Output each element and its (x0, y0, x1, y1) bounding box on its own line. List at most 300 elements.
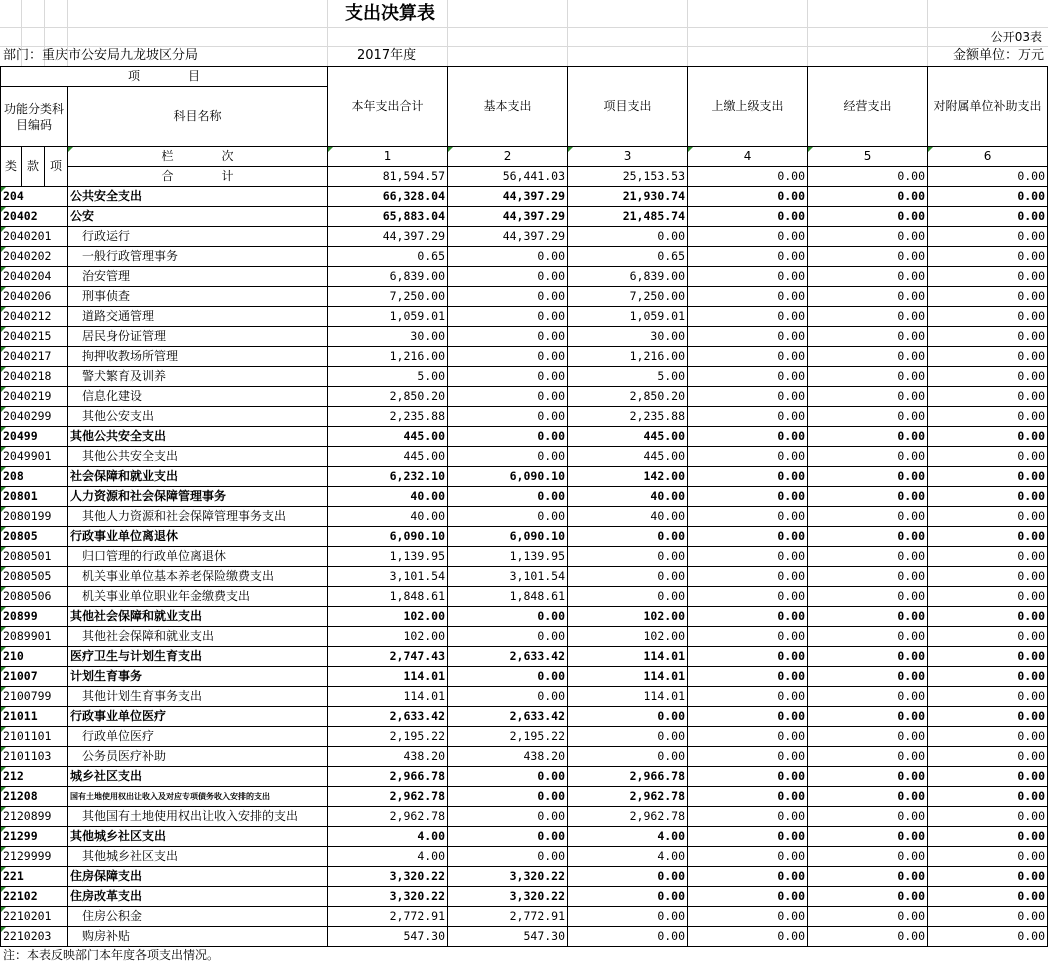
col-number-4: 4 (688, 147, 808, 167)
row-code: 204 (1, 187, 68, 207)
unit-label: 金额单位：万元 (952, 48, 1044, 63)
func-code-header: 功能分类科目编码 (1, 87, 68, 147)
row-value-6: 0.00 (928, 427, 1048, 447)
row-code: 22102 (1, 887, 68, 907)
row-value-1: 2,195.22 (328, 727, 448, 747)
row-value-1: 3,320.22 (328, 867, 448, 887)
table-row (1, 407, 1048, 427)
row-value-2: 0.00 (448, 407, 568, 427)
row-value-2: 2,633.42 (448, 707, 568, 727)
row-code: 2040299 (1, 407, 68, 427)
table-row (1, 767, 1048, 787)
row-value-3: 0.00 (568, 907, 688, 927)
row-value-6: 0.00 (928, 547, 1048, 567)
row-subject-name: 住房公积金 (68, 907, 328, 927)
row-value-6: 0.00 (928, 407, 1048, 427)
row-value-2: 2,633.42 (448, 647, 568, 667)
row-value-1: 102.00 (328, 627, 448, 647)
row-value-1: 6,232.10 (328, 467, 448, 487)
row-code: 2080199 (1, 507, 68, 527)
row-value-5: 0.00 (808, 487, 928, 507)
table-row (1, 267, 1048, 287)
row-subject-name: 其他城乡社区支出 (68, 827, 328, 847)
row-value-1: 2,633.42 (328, 707, 448, 727)
row-value-3: 4.00 (568, 827, 688, 847)
row-code: 2210201 (1, 907, 68, 927)
row-value-2: 3,320.22 (448, 867, 568, 887)
col-header-2: 基本支出 (448, 67, 568, 147)
row-value-4: 0.00 (688, 347, 808, 367)
row-code: 2120899 (1, 807, 68, 827)
kuan-header: 款 (22, 147, 45, 187)
row-subject-name: 行政单位医疗 (68, 727, 328, 747)
col-header-6: 对附属单位补助支出 (928, 67, 1048, 147)
row-value-5: 0.00 (808, 667, 928, 687)
row-value-6: 0.00 (928, 367, 1048, 387)
row-value-6: 0.00 (928, 307, 1048, 327)
row-value-1: 1,216.00 (328, 347, 448, 367)
row-value-2: 0.00 (448, 667, 568, 687)
row-subject-name: 其他公共安全支出 (68, 447, 328, 467)
row-value-2: 3,101.54 (448, 567, 568, 587)
row-value-6: 0.00 (928, 787, 1048, 807)
row-value-4: 0.00 (688, 487, 808, 507)
row-value-4: 0.00 (688, 247, 808, 267)
table-row (1, 187, 1048, 207)
row-value-1: 3,320.22 (328, 887, 448, 907)
row-subject-name: 公安 (68, 207, 328, 227)
row-value-3: 40.00 (568, 487, 688, 507)
row-value-4: 0.00 (688, 707, 808, 727)
row-subject-name: 其他城乡社区支出 (68, 847, 328, 867)
row-value-1: 6,090.10 (328, 527, 448, 547)
row-value-4: 0.00 (688, 187, 808, 207)
row-value-1: 6,839.00 (328, 267, 448, 287)
row-subject-name: 机关事业单位职业年金缴费支出 (68, 587, 328, 607)
row-code: 2040201 (1, 227, 68, 247)
row-value-5: 0.00 (808, 427, 928, 447)
row-value-2: 6,090.10 (448, 527, 568, 547)
row-subject-name: 其他国有土地使用权出让收入安排的支出 (68, 807, 328, 827)
row-value-2: 0.00 (448, 367, 568, 387)
row-subject-name: 归口管理的行政单位离退休 (68, 547, 328, 567)
row-code: 20805 (1, 527, 68, 547)
row-value-6: 0.00 (928, 507, 1048, 527)
row-code: 21299 (1, 827, 68, 847)
row-value-5: 0.00 (808, 547, 928, 567)
row-value-3: 445.00 (568, 447, 688, 467)
form-code: 公开03表 (990, 30, 1042, 44)
row-value-2: 3,320.22 (448, 887, 568, 907)
row-code: 21011 (1, 707, 68, 727)
table-row (1, 787, 1048, 807)
row-code: 20801 (1, 487, 68, 507)
row-value-4: 0.00 (688, 727, 808, 747)
row-subject-name: 拘押收教场所管理 (68, 347, 328, 367)
row-value-5: 0.00 (808, 367, 928, 387)
table-row (1, 667, 1048, 687)
row-value-5: 0.00 (808, 887, 928, 907)
row-value-3: 6,839.00 (568, 267, 688, 287)
row-value-3: 102.00 (568, 627, 688, 647)
row-value-3: 0.00 (568, 707, 688, 727)
row-value-1: 4.00 (328, 827, 448, 847)
row-value-3: 2,962.78 (568, 787, 688, 807)
row-value-5: 0.00 (808, 767, 928, 787)
col-header-3: 项目支出 (568, 67, 688, 147)
row-value-6: 0.00 (928, 207, 1048, 227)
row-value-1: 1,059.01 (328, 307, 448, 327)
row-value-2: 0.00 (448, 687, 568, 707)
row-value-4: 0.00 (688, 207, 808, 227)
row-value-3: 142.00 (568, 467, 688, 487)
row-value-3: 0.00 (568, 527, 688, 547)
row-value-5: 0.00 (808, 187, 928, 207)
row-value-6: 0.00 (928, 447, 1048, 467)
row-subject-name: 公共安全支出 (68, 187, 328, 207)
row-value-4: 0.00 (688, 747, 808, 767)
row-value-3: 102.00 (568, 607, 688, 627)
row-value-4: 0.00 (688, 667, 808, 687)
table-row (1, 687, 1048, 707)
row-value-3: 2,235.88 (568, 407, 688, 427)
table-row (1, 487, 1048, 507)
row-value-6: 0.00 (928, 907, 1048, 927)
row-value-3: 1,216.00 (568, 347, 688, 367)
row-value-2: 0.00 (448, 347, 568, 367)
table-row (1, 607, 1048, 627)
row-value-2: 0.00 (448, 307, 568, 327)
row-code: 2040215 (1, 327, 68, 347)
row-value-5: 0.00 (808, 647, 928, 667)
row-value-4: 0.00 (688, 587, 808, 607)
row-value-4: 0.00 (688, 807, 808, 827)
row-value-3: 0.00 (568, 887, 688, 907)
row-value-3: 4.00 (568, 847, 688, 867)
row-value-3: 0.00 (568, 927, 688, 947)
row-subject-name: 人力资源和社会保障管理事务 (68, 487, 328, 507)
row-subject-name: 行政事业单位医疗 (68, 707, 328, 727)
row-subject-name: 其他公安支出 (68, 407, 328, 427)
row-value-1: 1,139.95 (328, 547, 448, 567)
row-code: 2049901 (1, 447, 68, 467)
row-code: 2040217 (1, 347, 68, 367)
row-code: 20899 (1, 607, 68, 627)
row-value-4: 0.00 (688, 627, 808, 647)
col-number-3: 3 (568, 147, 688, 167)
row-value-6: 0.00 (928, 227, 1048, 247)
row-value-3: 0.65 (568, 247, 688, 267)
row-value-2: 2,195.22 (448, 727, 568, 747)
row-value-3: 114.01 (568, 667, 688, 687)
row-value-1: 2,772.91 (328, 907, 448, 927)
row-value-4: 0.00 (688, 287, 808, 307)
row-code: 2210203 (1, 927, 68, 947)
row-value-4: 0.00 (688, 687, 808, 707)
row-value-1: 102.00 (328, 607, 448, 627)
table-row (1, 447, 1048, 467)
row-value-5: 0.00 (808, 287, 928, 307)
row-value-4: 0.00 (688, 527, 808, 547)
row-value-6: 0.00 (928, 827, 1048, 847)
table-row (1, 567, 1048, 587)
row-value-2: 547.30 (448, 927, 568, 947)
table-row (1, 827, 1048, 847)
row-code: 20499 (1, 427, 68, 447)
row-value-4: 0.00 (688, 507, 808, 527)
col-header-1: 本年支出合计 (328, 67, 448, 147)
row-subject-name: 其他社会保障和就业支出 (68, 627, 328, 647)
row-value-5: 0.00 (808, 827, 928, 847)
row-subject-name: 住房改革支出 (68, 887, 328, 907)
total-value-5: 0.00 (808, 167, 928, 187)
department-label: 部门：重庆市公安局九龙坡区分局 (3, 48, 199, 63)
row-value-6: 0.00 (928, 267, 1048, 287)
table-row (1, 547, 1048, 567)
row-value-3: 0.00 (568, 727, 688, 747)
row-value-3: 0.00 (568, 747, 688, 767)
col-number-6: 6 (928, 147, 1048, 167)
row-value-5: 0.00 (808, 327, 928, 347)
row-value-6: 0.00 (928, 927, 1048, 947)
row-value-6: 0.00 (928, 807, 1048, 827)
row-subject-name: 其他计划生育事务支出 (68, 687, 328, 707)
row-value-1: 7,250.00 (328, 287, 448, 307)
table-row (1, 247, 1048, 267)
row-value-1: 0.65 (328, 247, 448, 267)
table-row (1, 647, 1048, 667)
row-value-2: 0.00 (448, 847, 568, 867)
row-value-1: 445.00 (328, 427, 448, 447)
row-value-5: 0.00 (808, 507, 928, 527)
row-code: 2040202 (1, 247, 68, 267)
row-value-2: 0.00 (448, 387, 568, 407)
row-value-5: 0.00 (808, 347, 928, 367)
row-subject-name: 城乡社区支出 (68, 767, 328, 787)
row-value-6: 0.00 (928, 667, 1048, 687)
row-code: 210 (1, 647, 68, 667)
row-subject-name: 其他人力资源和社会保障管理事务支出 (68, 507, 328, 527)
row-code: 2040204 (1, 267, 68, 287)
page-title: 支出决算表 (345, 3, 435, 24)
table-row (1, 907, 1048, 927)
row-value-5: 0.00 (808, 227, 928, 247)
row-subject-name: 购房补贴 (68, 927, 328, 947)
col-number-5: 5 (808, 147, 928, 167)
row-value-4: 0.00 (688, 647, 808, 667)
item-header: 项 目 (1, 67, 328, 87)
total-value-3: 25,153.53 (568, 167, 688, 187)
row-value-5: 0.00 (808, 407, 928, 427)
row-value-1: 438.20 (328, 747, 448, 767)
row-value-5: 0.00 (808, 687, 928, 707)
row-value-3: 0.00 (568, 567, 688, 587)
col-header-4: 上缴上级支出 (688, 67, 808, 147)
footnote: 注：本表反映部门本年度各项支出情况。 (3, 948, 220, 962)
row-value-6: 0.00 (928, 187, 1048, 207)
row-value-5: 0.00 (808, 907, 928, 927)
row-subject-name: 其他社会保障和就业支出 (68, 607, 328, 627)
row-value-1: 2,962.78 (328, 787, 448, 807)
table-row (1, 467, 1048, 487)
table-row (1, 327, 1048, 347)
row-value-4: 0.00 (688, 907, 808, 927)
row-value-3: 2,966.78 (568, 767, 688, 787)
row-code: 2089901 (1, 627, 68, 647)
row-subject-name: 治安管理 (68, 267, 328, 287)
lei-header: 类 (1, 147, 22, 187)
row-value-6: 0.00 (928, 607, 1048, 627)
table-row (1, 627, 1048, 647)
year-label: 2017年度 (357, 48, 417, 63)
table-row (1, 507, 1048, 527)
row-code: 20402 (1, 207, 68, 227)
row-code: 2040206 (1, 287, 68, 307)
table-row (1, 527, 1048, 547)
row-value-1: 44,397.29 (328, 227, 448, 247)
row-value-6: 0.00 (928, 887, 1048, 907)
row-value-2: 0.00 (448, 507, 568, 527)
row-value-3: 7,250.00 (568, 287, 688, 307)
row-code: 2100799 (1, 687, 68, 707)
total-value-4: 0.00 (688, 167, 808, 187)
row-value-4: 0.00 (688, 607, 808, 627)
row-value-6: 0.00 (928, 707, 1048, 727)
row-value-5: 0.00 (808, 247, 928, 267)
row-code: 221 (1, 867, 68, 887)
row-value-4: 0.00 (688, 387, 808, 407)
row-value-4: 0.00 (688, 447, 808, 467)
row-value-4: 0.00 (688, 367, 808, 387)
row-value-4: 0.00 (688, 847, 808, 867)
expenditure-table (0, 66, 1048, 947)
table-row (1, 887, 1048, 907)
table-row (1, 347, 1048, 367)
row-value-2: 0.00 (448, 267, 568, 287)
row-value-5: 0.00 (808, 627, 928, 647)
row-value-2: 44,397.29 (448, 187, 568, 207)
row-value-2: 0.00 (448, 327, 568, 347)
row-code: 212 (1, 767, 68, 787)
row-value-1: 40.00 (328, 487, 448, 507)
row-value-6: 0.00 (928, 767, 1048, 787)
total-label: 合 计 (68, 167, 328, 187)
row-value-6: 0.00 (928, 567, 1048, 587)
row-code: 2101103 (1, 747, 68, 767)
subject-name-header: 科目名称 (68, 87, 328, 147)
row-value-6: 0.00 (928, 587, 1048, 607)
row-subject-name: 社会保障和就业支出 (68, 467, 328, 487)
row-code: 2080505 (1, 567, 68, 587)
table-row (1, 207, 1048, 227)
row-subject-name: 信息化建设 (68, 387, 328, 407)
row-value-2: 44,397.29 (448, 227, 568, 247)
row-value-5: 0.00 (808, 927, 928, 947)
row-value-5: 0.00 (808, 467, 928, 487)
row-value-3: 0.00 (568, 227, 688, 247)
row-value-1: 2,747.43 (328, 647, 448, 667)
row-code: 21208 (1, 787, 68, 807)
table-row (1, 307, 1048, 327)
row-value-5: 0.00 (808, 527, 928, 547)
row-value-6: 0.00 (928, 627, 1048, 647)
row-value-4: 0.00 (688, 227, 808, 247)
table-row (1, 227, 1048, 247)
table-row (1, 867, 1048, 887)
row-value-3: 0.00 (568, 867, 688, 887)
row-value-2: 2,772.91 (448, 907, 568, 927)
row-value-1: 4.00 (328, 847, 448, 867)
table-row (1, 367, 1048, 387)
row-value-1: 114.01 (328, 667, 448, 687)
row-code: 2129999 (1, 847, 68, 867)
row-value-6: 0.00 (928, 527, 1048, 547)
row-value-3: 40.00 (568, 507, 688, 527)
row-subject-name: 其他公共安全支出 (68, 427, 328, 447)
row-value-5: 0.00 (808, 787, 928, 807)
row-value-1: 547.30 (328, 927, 448, 947)
row-value-4: 0.00 (688, 887, 808, 907)
row-subject-name: 刑事侦查 (68, 287, 328, 307)
row-value-2: 0.00 (448, 247, 568, 267)
row-value-1: 1,848.61 (328, 587, 448, 607)
row-code: 2040212 (1, 307, 68, 327)
row-subject-name: 计划生育事务 (68, 667, 328, 687)
row-value-5: 0.00 (808, 807, 928, 827)
row-subject-name: 行政事业单位离退休 (68, 527, 328, 547)
row-value-3: 30.00 (568, 327, 688, 347)
row-value-2: 1,139.95 (448, 547, 568, 567)
row-value-3: 5.00 (568, 367, 688, 387)
row-value-3: 2,962.78 (568, 807, 688, 827)
row-code: 21007 (1, 667, 68, 687)
row-subject-name: 一般行政管理事务 (68, 247, 328, 267)
total-value-6: 0.00 (928, 167, 1048, 187)
row-value-6: 0.00 (928, 467, 1048, 487)
row-value-2: 0.00 (448, 447, 568, 467)
row-value-6: 0.00 (928, 387, 1048, 407)
row-subject-name: 居民身份证管理 (68, 327, 328, 347)
table-row (1, 807, 1048, 827)
row-value-4: 0.00 (688, 767, 808, 787)
row-value-5: 0.00 (808, 607, 928, 627)
row-value-2: 0.00 (448, 427, 568, 447)
row-value-2: 0.00 (448, 807, 568, 827)
row-value-3: 114.01 (568, 647, 688, 667)
row-code: 2080501 (1, 547, 68, 567)
row-value-1: 2,235.88 (328, 407, 448, 427)
row-value-5: 0.00 (808, 727, 928, 747)
row-value-2: 6,090.10 (448, 467, 568, 487)
col-number-2: 2 (448, 147, 568, 167)
row-value-1: 3,101.54 (328, 567, 448, 587)
row-value-6: 0.00 (928, 847, 1048, 867)
col-number-1: 1 (328, 147, 448, 167)
row-value-1: 65,883.04 (328, 207, 448, 227)
row-subject-name: 警犬繁育及训养 (68, 367, 328, 387)
table-row (1, 927, 1048, 947)
row-value-5: 0.00 (808, 447, 928, 467)
row-value-1: 2,966.78 (328, 767, 448, 787)
row-value-3: 0.00 (568, 547, 688, 567)
row-value-1: 66,328.04 (328, 187, 448, 207)
row-value-1: 2,850.20 (328, 387, 448, 407)
row-value-3: 21,485.74 (568, 207, 688, 227)
row-value-6: 0.00 (928, 687, 1048, 707)
table-row (1, 727, 1048, 747)
row-value-2: 0.00 (448, 627, 568, 647)
row-value-5: 0.00 (808, 587, 928, 607)
